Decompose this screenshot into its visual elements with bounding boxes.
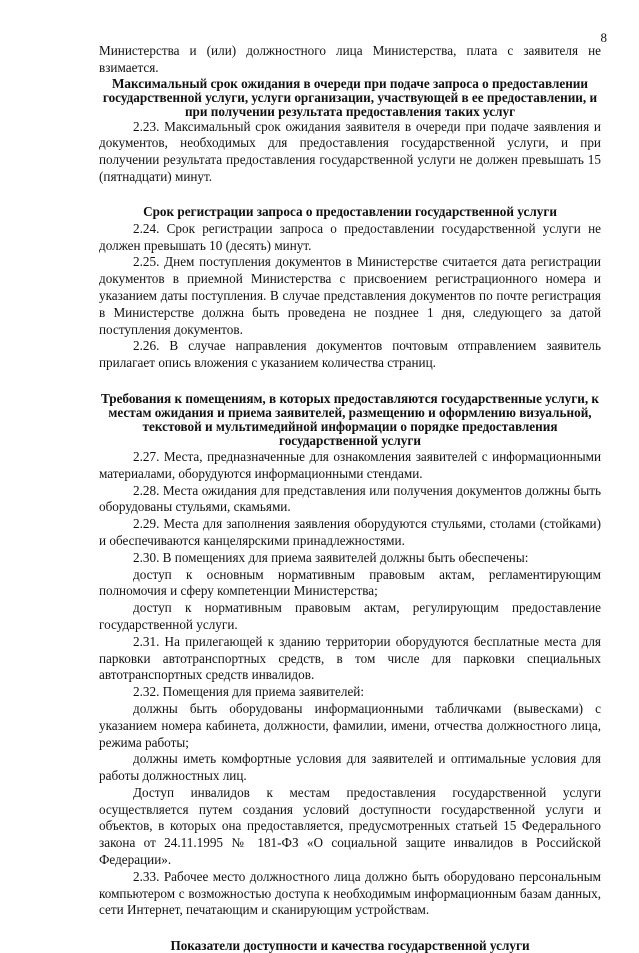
paragraph-2-26: 2.26. В случае направления документов почтовым отправлением заявитель прилагает опись вложения с указанием количества страниц. <box>99 338 601 371</box>
section-heading-indicators: Показатели доступности и качества государственной услуги <box>170 938 530 953</box>
paragraph-2-24: 2.24. Срок регистрации запроса о предоставлении государственной услуги не должен превышать 10 (десять) минут. <box>99 220 601 253</box>
paragraph-2-31: 2.31. На прилегающей к зданию территории оборудуются бесплатные места для парковки автотранспортных средств, в том числе для парковки специальных автотранспортных средств инвалидов. <box>99 633 601 683</box>
paragraph-2-28: 2.28. Места ожидания для представления или получения документов должны быть оборудованы стульями, скамьями. <box>99 482 601 515</box>
continuation-paragraph: Министерства и (или) должностного лица Министерства, плата с заявителя не взимается. <box>99 43 601 75</box>
paragraph-2-23: 2.23. Максимальный срок ожидания заявителя в очереди при подаче заявления и документов, необходимых для предоставления государственной услуги, и при получении результата предоставления государственной услуги не должен превышать 15 (пятнадцати) минут. <box>99 118 601 184</box>
paragraph-2-33: 2.33. Рабочее место должностного лица должно быть оборудовано персональным компьютером с возможностью доступа к необходимым информационным базам данных, сети Интернет, печатающим и сканирующим устройствам. <box>99 868 601 918</box>
section-heading-waiting-time: Максимальный срок ожидания в очереди при подаче запроса о предоставлении государственной услуги, услуги организации, участвующей в ее предоставлении, и при получении результата предоставления таких услуг <box>102 75 598 119</box>
section-heading-premises: Требования к помещениям, в которых предоставляются государственные услуги, к местам ожидания и приема заявителей, размещению и оформлению визуальной, текстовой и мультимедийной информации о порядке предоставления государственной услуги <box>100 390 600 448</box>
paragraph-2-29: 2.29. Места для заполнения заявления оборудуются стульями, столами (стойками) и обеспечиваются канцелярскими принадлежностями. <box>99 516 601 548</box>
document-body <box>99 43 601 953</box>
paragraph-2-30-item-1: доступ к основным нормативным правовым актам, регламентирующим полномочия и сферу компетенции Министерства; <box>99 566 601 599</box>
paragraph-2-27: 2.27. Места, предназначенные для ознакомления заявителей с информационными материалами, оборудуются информационными стендами. <box>99 448 601 481</box>
paragraph-2-30: 2.30. В помещениях для приема заявителей должны быть обеспечены: <box>133 549 529 565</box>
page-number: 8 <box>600 30 607 45</box>
section-heading-registration: Срок регистрации запроса о предоставлении государственной услуги <box>143 203 557 219</box>
paragraph-2-32-item-2: должны иметь комфортные условия для заявителей и оптимальные условия для работы должностных лиц. <box>99 751 601 784</box>
paragraph-disabled-access: Доступ инвалидов к местам предоставления государственной услуги осуществляется путем создания условий доступности государственной услуги и объектов, в которых она предоставляется, предусмотренных статьей 15 Федерального закона от 24.11.1995 № 181-ФЗ «О социальной защите инвалидов в Российской Федерации». <box>99 784 601 868</box>
paragraph-2-32-item-1: должны быть оборудованы информационными табличками (вывесками) с указанием номера кабинета, должности, фамилии, имени, отчества должностного лица, режима работы; <box>99 700 601 750</box>
paragraph-2-25: 2.25. Днем поступления документов в Министерстве считается дата регистрации документов в приемной Министерства с присвоением регистрационного номера и указанием даты поступления. В случае представления документов по почте регистрация в Министерстве должна быть проведена не позднее 1 дня, следующего за датой поступления документов. <box>99 254 601 337</box>
paragraph-2-32: 2.32. Помещения для приема заявителей: <box>133 684 365 700</box>
paragraph-2-30-item-2: доступ к нормативным правовым актам, регулирующим предоставление государственной услуги. <box>99 600 601 632</box>
